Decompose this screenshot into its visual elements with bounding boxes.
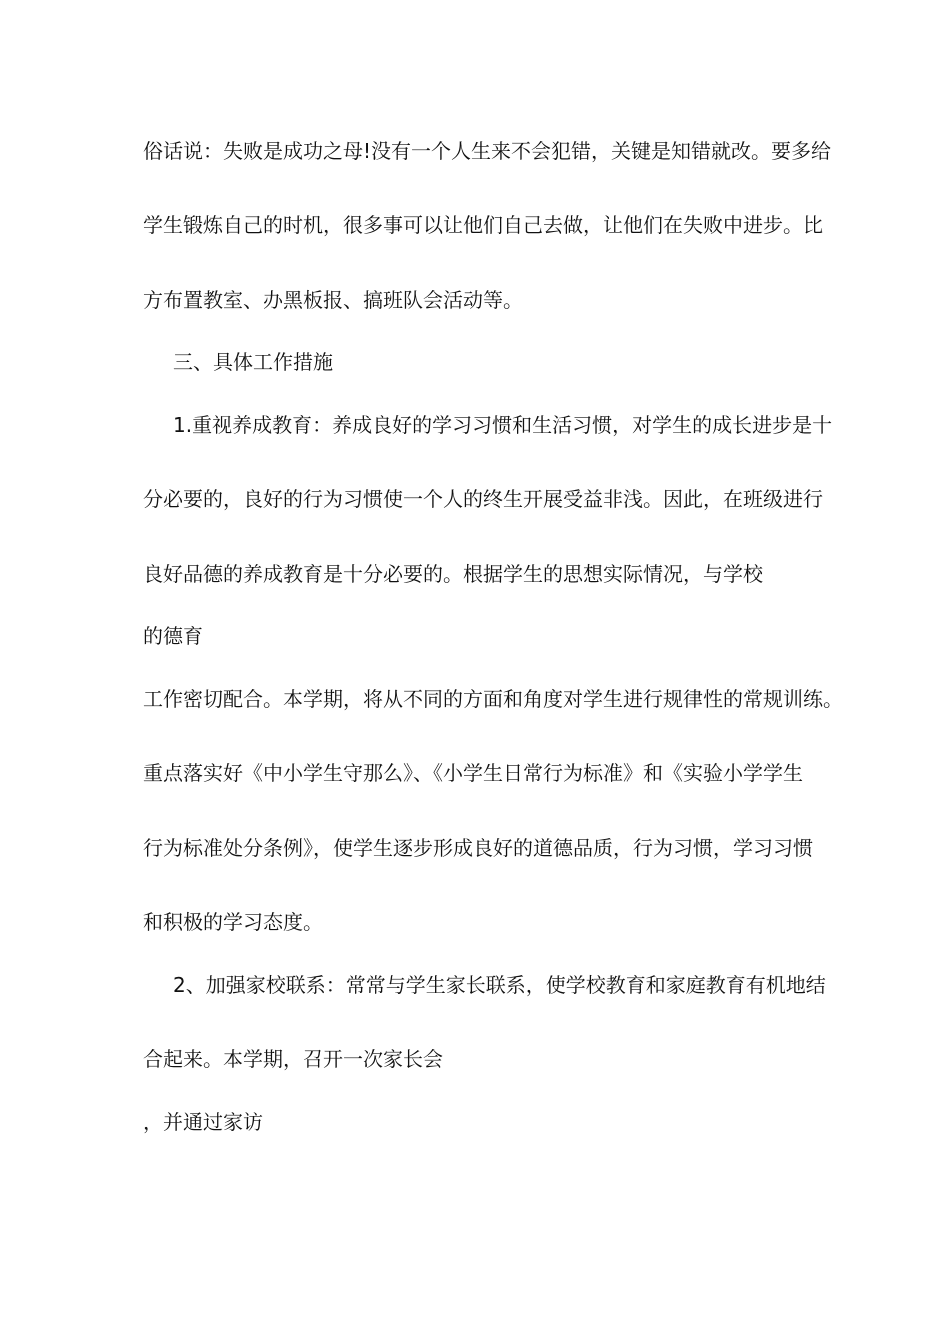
paragraph-line: 的德育 xyxy=(143,624,203,648)
section-heading: 三、具体工作措施 xyxy=(173,350,333,374)
paragraph-line: 俗话说：失败是成功之母!没有一个人生来不会犯错，关键是知错就改。要多给 xyxy=(143,139,832,163)
paragraph-line: 1.重视养成教育：养成良好的学习习惯和生活习惯，对学生的成长进步是十 xyxy=(173,413,833,437)
paragraph-line: 学生锻炼自己的时机，很多事可以让他们自己去做，让他们在失败中进步。比 xyxy=(143,213,823,237)
paragraph-line: 分必要的，良好的行为习惯使一个人的终生开展受益非浅。因此，在班级进行 xyxy=(143,487,823,511)
paragraph-line: 方布置教室、办黑板报、搞班队会活动等。 xyxy=(143,288,523,312)
paragraph-line: 工作密切配合。本学期，将从不同的方面和角度对学生进行规律性的常规训练。 xyxy=(143,687,843,711)
paragraph-line: 合起来。本学期，召开一次家长会 xyxy=(143,1047,443,1071)
paragraph-line: ，并通过家访 xyxy=(143,1110,263,1134)
paragraph-line: 2、加强家校联系：常常与学生家长联系，使学校教育和家庭教育有机地结 xyxy=(173,973,826,997)
paragraph-line: 良好品德的养成教育是十分必要的。根据学生的思想实际情况，与学校 xyxy=(143,562,763,586)
paragraph-line: 行为标准处分条例》，使学生逐步形成良好的道德品质，行为习惯，学习习惯 xyxy=(143,836,813,860)
paragraph-line: 重点落实好《中小学生守那么》、《小学生日常行为标准》和《实验小学学生 xyxy=(143,761,803,785)
paragraph-line: 和积极的学习态度。 xyxy=(143,910,323,934)
